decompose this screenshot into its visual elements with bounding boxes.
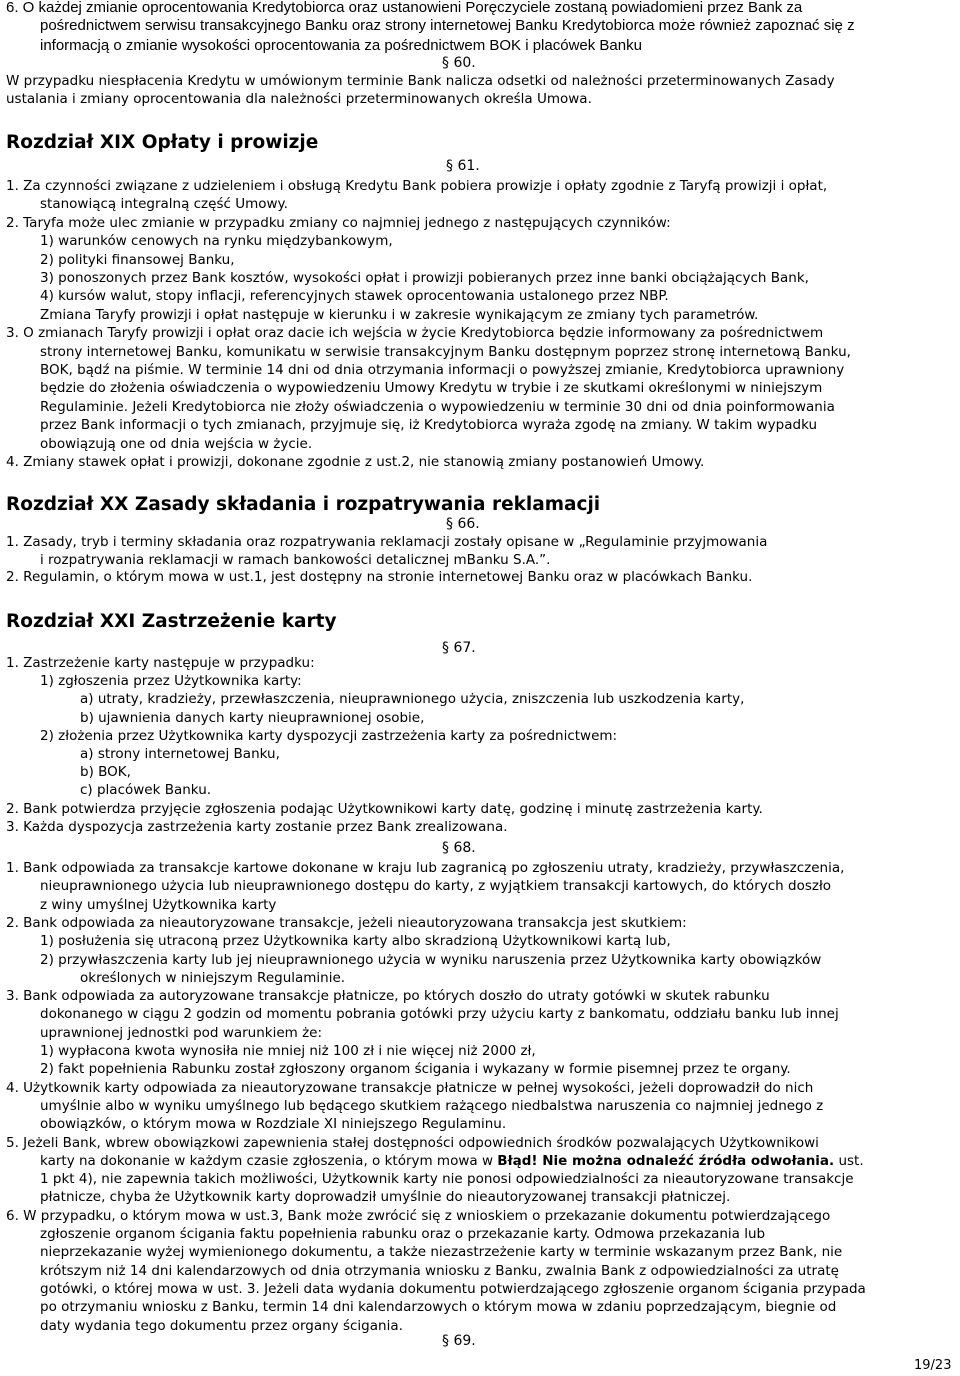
ch20-lines-line: i rozpatrywania reklamacji w ramach bankowości detalicznej mBanku S.A.”. — [40, 551, 551, 568]
ch20-lines-line: 1. Zasady, tryb i terminy składania oraz rozpatrywania reklamacji zostały opisane w „Regulaminie przyjmowania — [6, 534, 768, 550]
section-61-number: § 61. — [446, 158, 480, 174]
ch19-lines-line: strony internetowej Banku, komunikatu w serwisie transakcyjnym Banku dostępnym poprzez stronę internetową Banku, — [40, 343, 851, 360]
ch19-lines-line: Zmiana Taryfy prowizji i opłat następuje w kierunku i w zakresie wynikającym ze zmiany tych parametrów. — [40, 306, 759, 323]
ch21-lines68-line: 2) przywłaszczenia karty lub jej nieuprawnionego użycia w wyniku naruszenia przez Użytkownika karty obowiązków — [40, 951, 822, 968]
ch21-lines68-line: z winy umyślnej Użytkownika karty — [40, 896, 277, 913]
ch19-lines-line: przez Bank informacji o tych zmianach, przyjmuje się, iż Kredytobiorca wyraża zgodę na zmiany. W takim wypadku — [40, 417, 818, 434]
error-line-text: karty na dokonanie w każdym czasie zgłoszenia, o którym mowa w — [40, 1152, 498, 1169]
ch21-lines68-line: gotówki, o której mowa w ust. 3. Jeżeli data wydania dokumentu potwierdzającego zgłoszenie organom ścigania przypada — [40, 1280, 866, 1297]
ch21-lines68-line: umyślnie albo w wyniku umyślnego lub będącego skutkiem rażącego niedbalstwa naruszenia co najmniej jednego z — [40, 1097, 824, 1114]
section-68-number: § 68. — [442, 840, 476, 856]
para-6-line-1: 6. O każdej zmianie oprocentowania Kredytobiorca oraz ustanowieni Poręczyciele zostaną powiadomieni przez Bank za — [6, 0, 803, 16]
ch21-lines68-line: po otrzymaniu wniosku z Banku, termin 14 dni kalendarzowych o którym mowa w zdaniu poprzedzającym, biegnie od — [40, 1299, 837, 1316]
ch19-lines-line: 4. Zmiany stawek opłat i prowizji, dokonane zgodnie z ust.2, nie stanowią zmiany postanowień Umowy. — [6, 454, 705, 470]
ch21-lines67-line: 2. Bank potwierdza przyjęcie zgłoszenia podając Użytkownikowi karty datę, godzinę i minutę zastrzeżenia karty. — [6, 800, 763, 817]
ch19-lines-line: Regulaminie. Jeżeli Kredytobiorca nie złoży oświadczenia o wypowiedzeniu w terminie 30 dni od dnia poinformowania — [40, 398, 835, 415]
chapter-19-heading: Rozdział XIX Opłaty i prowizje — [6, 132, 319, 153]
error-line-tail: ust. — [834, 1152, 864, 1169]
ch21-lines68-line: daty wydania tego dokumentu przez organy ścigania. — [40, 1317, 403, 1334]
ch19-lines-line: 4) kursów walut, stopy inflacji, referencyjnych stawek oprocentowania ustalonego przez NBP. — [40, 288, 669, 305]
ch19-lines-line: 2) polityki finansowej Banku, — [40, 251, 235, 268]
ch19-lines-line: 1) warunków cenowych na rynku międzybankowym, — [40, 233, 393, 250]
section-69-number: § 69. — [442, 1333, 476, 1349]
document-page — [6, 0, 956, 1376]
ch21-lines68-line — [40, 1153, 864, 1170]
page-number: 19/23 — [914, 1358, 952, 1373]
ch21-lines68-line: uprawnionej jednostki pod warunkiem że: — [40, 1024, 323, 1041]
ch21-lines68-line: dokonanego w ciągu 2 godzin od momentu pobrania gotówki przy użyciu karty z bankomatu, oddziału banku lub innej — [40, 1006, 839, 1023]
section-60-line-2: ustalania i zmiany oprocentowania dla należności przeterminowanych określa Umowa. — [6, 91, 592, 107]
ch21-lines68-line: 1) wypłacona kwota wynosiła nie mniej niż 100 zł i nie więcej niż 2000 zł, — [40, 1043, 536, 1059]
ch19-lines-line: 3. O zmianach Taryfy prowizji i opłat oraz dacie ich wejścia w życie Kredytobiorca będzie informowany za pośrednictwem — [6, 325, 824, 342]
ch20-lines-line: 2. Regulamin, o którym mowa w ust.1, jest dostępny na stronie internetowej Banku oraz w placówkach Banku. — [6, 569, 753, 586]
ch19-lines-line: będzie do złożenia oświadczenia o wypowiedzeniu Umowy Kredytu w trybie i ze skutkami określonymi w niniejszym — [40, 380, 823, 397]
ch21-lines68-line: 1. Bank odpowiada za transakcje kartowe dokonane w kraju lub zagranicą po zgłoszeniu utraty, kradzieży, przywłaszczenia, — [6, 860, 845, 876]
ch21-lines68-line: obowiązków, o którym mowa w Rozdziale XI niniejszego Regulaminu. — [40, 1116, 507, 1133]
ch19-lines-line: BOK, bądź na piśmie. W terminie 14 dni od dnia otrzymania informacji o powyższej zmianie, Kredytobiorca uprawniony — [40, 362, 845, 378]
ch21-lines68-line: nieuprawnionego użycia lub nieuprawnionego dostępu do karty, z wyjątkiem transakcji kartowych, do których doszło — [40, 878, 832, 895]
ch19-lines-line: obowiązują one od dnia wejścia w życie. — [40, 435, 313, 452]
ch21-lines68-line: nieprzekazanie wyżej wymienionego dokumentu, a także niezastrzeżenie karty w terminie wskazanym przez Bank, nie — [40, 1244, 843, 1261]
ch19-lines-line: 3) ponoszonych przez Bank kosztów, wysokości opłat i prowizji pobieranych przez inne banki obciążających Bank, — [40, 270, 809, 286]
ch21-lines68-line: 3. Bank odpowiada za autoryzowane transakcje płatnicze, po których doszło do utraty gotówki w skutek rabunku — [6, 988, 770, 1005]
ch21-lines68-line: płatnicze, chyba że Użytkownik karty doprowadził umyślnie do nieautoryzowanej transakcji płatniczej. — [40, 1189, 731, 1206]
ch21-lines68-line: 1) posłużenia się utraconą przez Użytkownika karty albo skradzioną Użytkownikowi kartą lub, — [40, 933, 671, 950]
para-6-line-3: informacją o zmianie wysokości oprocentowania za pośrednictwem BOK i placówek Banku — [40, 37, 642, 54]
ch21-lines67-line: b) ujawnienia danych karty nieuprawnionej osobie, — [80, 709, 425, 726]
ch21-lines68-line: określonych w niniejszym Regulaminie. — [80, 969, 346, 986]
chapter-21-heading: Rozdział XXI Zastrzeżenie karty — [6, 611, 337, 632]
ch19-lines-line: 2. Taryfa może ulec zmianie w przypadku zmiany co najmniej jednego z następujących czynników: — [6, 214, 671, 231]
ch21-lines67-line: a) utraty, kradzieży, przewłaszczenia, nieuprawnionego użycia, zniszczenia lub uszkodzenia karty, — [80, 691, 745, 708]
ch21-lines68-line: 2) fakt popełnienia Rabunku został zgłoszony organom ścigania i wykazany w formie pisemnej przez te organy. — [40, 1061, 791, 1078]
ch21-lines68-line: 5. Jeżeli Bank, wbrew obowiązkowi zapewnienia stałej dostępności odpowiednich środków pozwalających Użytkownikowi — [6, 1134, 819, 1151]
section-66-number: § 66. — [446, 516, 480, 532]
ch21-lines68-line: krótszym niż 14 dni kalendarzowych od dnia otrzymania wniosku z Banku, zwalnia Bank z odpowiedzialności za utratę — [40, 1262, 839, 1279]
ch21-lines67-line: 1) zgłoszenia przez Użytkownika karty: — [40, 673, 302, 690]
chapter-20-heading: Rozdział XX Zasady składania i rozpatrywania reklamacji — [6, 494, 601, 515]
ch21-lines67-line: b) BOK, — [80, 764, 131, 781]
section-67-number: § 67. — [442, 640, 476, 656]
ch21-lines67-line: 1. Zastrzeżenie karty następuje w przypadku: — [6, 655, 315, 671]
broken-reference-error: Błąd! Nie można odnaleźć źródła odwołania. — [497, 1152, 835, 1169]
ch21-lines67-line: 3. Każda dyspozycja zastrzeżenia karty zostanie przez Bank zrealizowana. — [6, 818, 508, 835]
ch21-lines68-line: 6. W przypadku, o którym mowa w ust.3, Bank może zwrócić się z wnioskiem o przekazanie dokumentu potwierdzającego — [6, 1207, 831, 1224]
section-60-number: § 60. — [442, 55, 476, 71]
ch21-lines68-line: 4. Użytkownik karty odpowiada za nieautoryzowane transakcje płatnicze w pełnej wysokości, jeżeli doprowadził do nich — [6, 1079, 814, 1096]
ch21-lines67-line: c) placówek Banku. — [80, 782, 212, 799]
ch21-lines67-line: 2) złożenia przez Użytkownika karty dyspozycji zastrzeżenia karty za pośrednictwem: — [40, 727, 618, 744]
ch21-lines68-line: 1 pkt 4), nie zapewnia takich możliwości, Użytkownik karty nie ponosi odpowiedzialności za nieautoryzowane transakcje — [40, 1171, 854, 1188]
para-6-line-2: pośrednictwem serwisu transakcyjnego Banku oraz strony internetowej Banku Kredytobiorca może również zapoznać się z — [40, 17, 855, 34]
ch19-lines-line: 1. Za czynności związane z udzieleniem i obsługą Kredytu Bank pobiera prowizje i opłaty zgodnie z Taryfą prowizji i opłat, — [6, 178, 828, 194]
ch21-lines68-line: zgłoszenie organom ścigania faktu popełnienia rabunku oraz o przekazanie karty. Odmowa przekazania lub — [40, 1226, 766, 1242]
section-60-line-1: W przypadku niespłacenia Kredytu w umówionym terminie Bank nalicza odsetki od należności przeterminowanych Zasady — [6, 73, 835, 89]
ch21-lines68-line: 2. Bank odpowiada za nieautoryzowane transakcje, jeżeli nieautoryzowana transakcja jest skutkiem: — [6, 914, 687, 931]
ch21-lines67-line: a) strony internetowej Banku, — [80, 746, 280, 762]
ch19-lines-line: stanowiącą integralną część Umowy. — [40, 196, 288, 213]
